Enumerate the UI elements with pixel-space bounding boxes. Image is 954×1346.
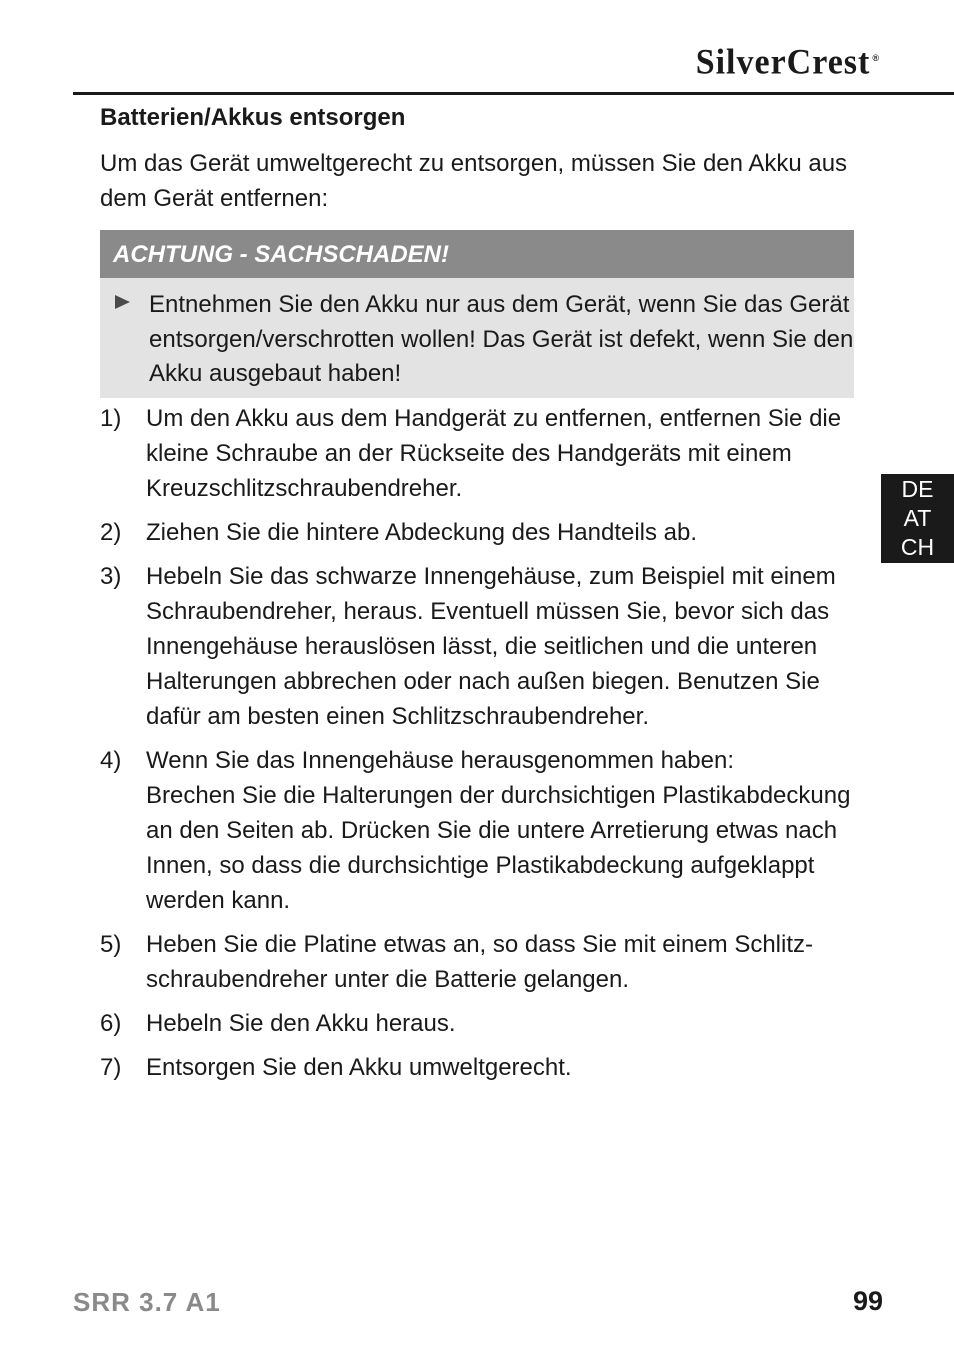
step-text-continued: Brechen Sie die Halterungen der durchsichtigen Plastikabdeckung an den Seiten ab. Drücken Sie die untere Arretierung etwas nach Innen, so dass die durchsichtige Plastikabdeckung aufgeklappt werden kann. bbox=[146, 782, 851, 914]
step-text: Um den Akku aus dem Handgerät zu entfernen, entfernen Sie die kleine Schraube an der Rückseite des Handgeräts mit einem Kreuzschlitzschraubendreher. bbox=[146, 405, 842, 502]
intro-paragraph: Um das Gerät umweltgerecht zu entsorgen, müssen Sie den Akku aus dem Gerät entfernen: bbox=[100, 150, 848, 212]
warning-box bbox=[100, 230, 854, 398]
language-tab bbox=[881, 474, 954, 563]
registered-mark: ® bbox=[872, 52, 880, 63]
section-title: Batterien/Akkus entsorgen bbox=[100, 104, 406, 131]
page-number: 99 bbox=[852, 1286, 883, 1316]
model-number: SRR 3.7 A1 bbox=[73, 1287, 221, 1317]
list-item bbox=[100, 401, 860, 506]
list-item bbox=[100, 1006, 860, 1041]
step-text: Hebeln Sie den Akku heraus. bbox=[146, 1010, 456, 1037]
step-number: 2) bbox=[100, 519, 122, 546]
step-number: 1) bbox=[100, 405, 122, 432]
list-item bbox=[100, 559, 860, 734]
list-item bbox=[100, 743, 860, 918]
step-text: Heben Sie die Platine etwas an, so dass Sie mit einem Schlitz-schraubendreher unter die Batterie gelangen. bbox=[146, 931, 813, 993]
step-text: Wenn Sie das Innengehäuse herausgenommen haben: bbox=[146, 747, 734, 774]
brand-logo bbox=[696, 43, 880, 83]
warning-item bbox=[100, 278, 854, 392]
step-number: 3) bbox=[100, 563, 122, 590]
step-number: 5) bbox=[100, 931, 122, 958]
step-text: Hebeln Sie das schwarze Innengehäuse, zum Beispiel mit einem Schraubendreher, heraus. Eventuell müssen Sie, bevor sich das Innengehäuse herauslösen lässt, die seitlichen und die unteren Halterungen abbrechen oder nach außen biegen. Benutzen Sie dafür am besten einen Schlitzschraubendreher. bbox=[146, 563, 836, 730]
list-item bbox=[100, 927, 860, 997]
step-number: 6) bbox=[100, 1010, 122, 1037]
language-at: AT bbox=[903, 505, 932, 531]
warning-text: Entnehmen Sie den Akku nur aus dem Gerät, wenn Sie das Gerät entsorgen/verschrotten wollen! Das Gerät ist defekt, wenn Sie den Akku ausgebaut haben! bbox=[149, 291, 854, 387]
step-number: 7) bbox=[100, 1054, 122, 1081]
step-number: 4) bbox=[100, 747, 122, 774]
step-text: Entsorgen Sie den Akku umweltgerecht. bbox=[146, 1054, 572, 1081]
brand-name: SilverCrest bbox=[695, 43, 871, 82]
steps-list bbox=[100, 401, 860, 1094]
language-de: DE bbox=[901, 476, 934, 502]
triangle-right-icon bbox=[115, 295, 130, 309]
step-text: Ziehen Sie die hintere Abdeckung des Handteils ab. bbox=[146, 519, 698, 546]
warning-heading: ACHTUNG - SACHSCHADEN! bbox=[100, 230, 854, 278]
list-item bbox=[100, 515, 860, 550]
list-item bbox=[100, 1050, 860, 1085]
language-ch: CH bbox=[900, 534, 935, 560]
header-divider bbox=[73, 92, 954, 95]
